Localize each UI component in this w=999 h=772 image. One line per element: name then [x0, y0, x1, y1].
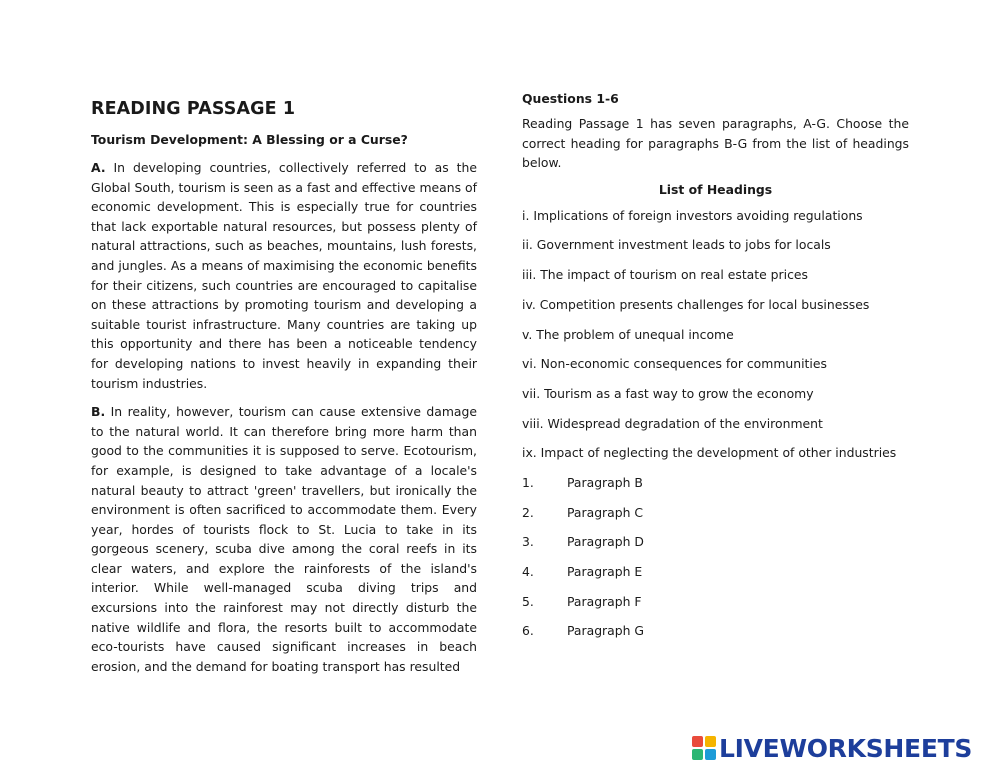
answer-number: 3. — [522, 534, 534, 550]
answer-list — [522, 475, 909, 653]
answer-label: Paragraph C — [567, 504, 644, 520]
heading-option: iii. The impact of tourism on real estate prices — [522, 267, 808, 283]
heading-option: viii. Widespread degradation of the environment — [522, 415, 823, 431]
logo-square-icon — [705, 736, 716, 747]
heading-option: vi. Non-economic consequences for communities — [522, 356, 827, 372]
heading-option: ix. Impact of neglecting the development of other industries — [522, 445, 897, 461]
passage-title: READING PASSAGE 1 — [91, 99, 296, 119]
answer-number: 2. — [522, 504, 534, 520]
liveworksheets-logo-icon — [692, 736, 716, 760]
answer-label: Paragraph E — [567, 564, 643, 580]
paragraph-b — [91, 402, 477, 676]
answer-number: 1. — [522, 474, 534, 490]
questions-section — [522, 91, 909, 653]
questions-heading: Questions 1-6 — [522, 91, 619, 106]
heading-option: vii. Tourism as a fast way to grow the economy — [522, 385, 814, 401]
answer-item — [522, 564, 909, 594]
answer-item — [522, 475, 909, 505]
reading-passage — [91, 99, 477, 685]
headings-list — [522, 208, 909, 475]
logo-square-icon — [692, 749, 703, 760]
paragraph-a-text: In developing countries, collectively referred to as the Global South, tourism is seen as a fast and effective means of economic development. This is especially true for countries that lack exportable natural resources, but possess plenty of natural attractions, such as beaches, mountains, lush forests, and jungles. As a means of maximising the economic benefits for their citizens, such countries are encouraged to capitalise on these attractions by promoting tourism and developing a suitable tourist infrastructure. Many countries are taking up this opportunity and there has been a noticeable tendency for developing nations to invest heavily in expanding their tourism industries. — [91, 160, 477, 391]
heading-option: i. Implications of foreign investors avoiding regulations — [522, 207, 863, 223]
paragraph-b-label: B. — [91, 404, 106, 420]
logo-square-icon — [705, 749, 716, 760]
paragraph-a — [91, 158, 477, 393]
answer-label: Paragraph G — [567, 623, 645, 639]
answer-label: Paragraph F — [567, 593, 642, 609]
answer-number: 5. — [522, 593, 534, 609]
logo-text: LIVEWORKSHEETS — [719, 733, 973, 763]
liveworksheets-logo[interactable] — [692, 733, 972, 763]
passage-subtitle: Tourism Development: A Blessing or a Curse? — [91, 132, 408, 147]
heading-option: ii. Government investment leads to jobs for locals — [522, 237, 831, 253]
paragraph-b-text: In reality, however, tourism can cause extensive damage to the natural world. It can therefore bring more harm than good to the communities it is supposed to serve. Ecotourism, for example, is designed to take advantage of a locale's natural beauty to attract 'green' travellers, but ironically the environment is often sacrificed to accommodate them. Every year, hordes of tourists flock to St. Lucia to take in its gorgeous scenery, scuba dive among the coral reefs in its clear waters, and explore the rainforests of the island's interior. While well-managed scuba diving trips and excursions into the rainforest may not directly disturb the native wildlife and flora, the resorts built to accommodate eco-tourists have caused significant increases in beach erosion, and the demand for boating transport has resulted — [91, 404, 477, 674]
answer-item — [522, 534, 909, 564]
questions-instructions: Reading Passage 1 has seven paragraphs, A-G. Choose the correct heading for paragraphs B-G from the list of headings below. — [522, 116, 909, 171]
answer-number: 6. — [522, 623, 534, 639]
logo-square-icon — [692, 736, 703, 747]
paragraph-a-label: A. — [91, 160, 106, 175]
answer-item — [522, 505, 909, 535]
answer-item — [522, 623, 909, 653]
answer-label: Paragraph B — [567, 474, 643, 490]
heading-option: v. The problem of unequal income — [522, 326, 734, 342]
heading-option: iv. Competition presents challenges for local businesses — [522, 296, 870, 312]
answer-item — [522, 594, 909, 624]
answer-number: 4. — [522, 564, 534, 580]
list-of-headings-title: List of Headings — [658, 181, 773, 197]
answer-label: Paragraph D — [567, 534, 644, 550]
